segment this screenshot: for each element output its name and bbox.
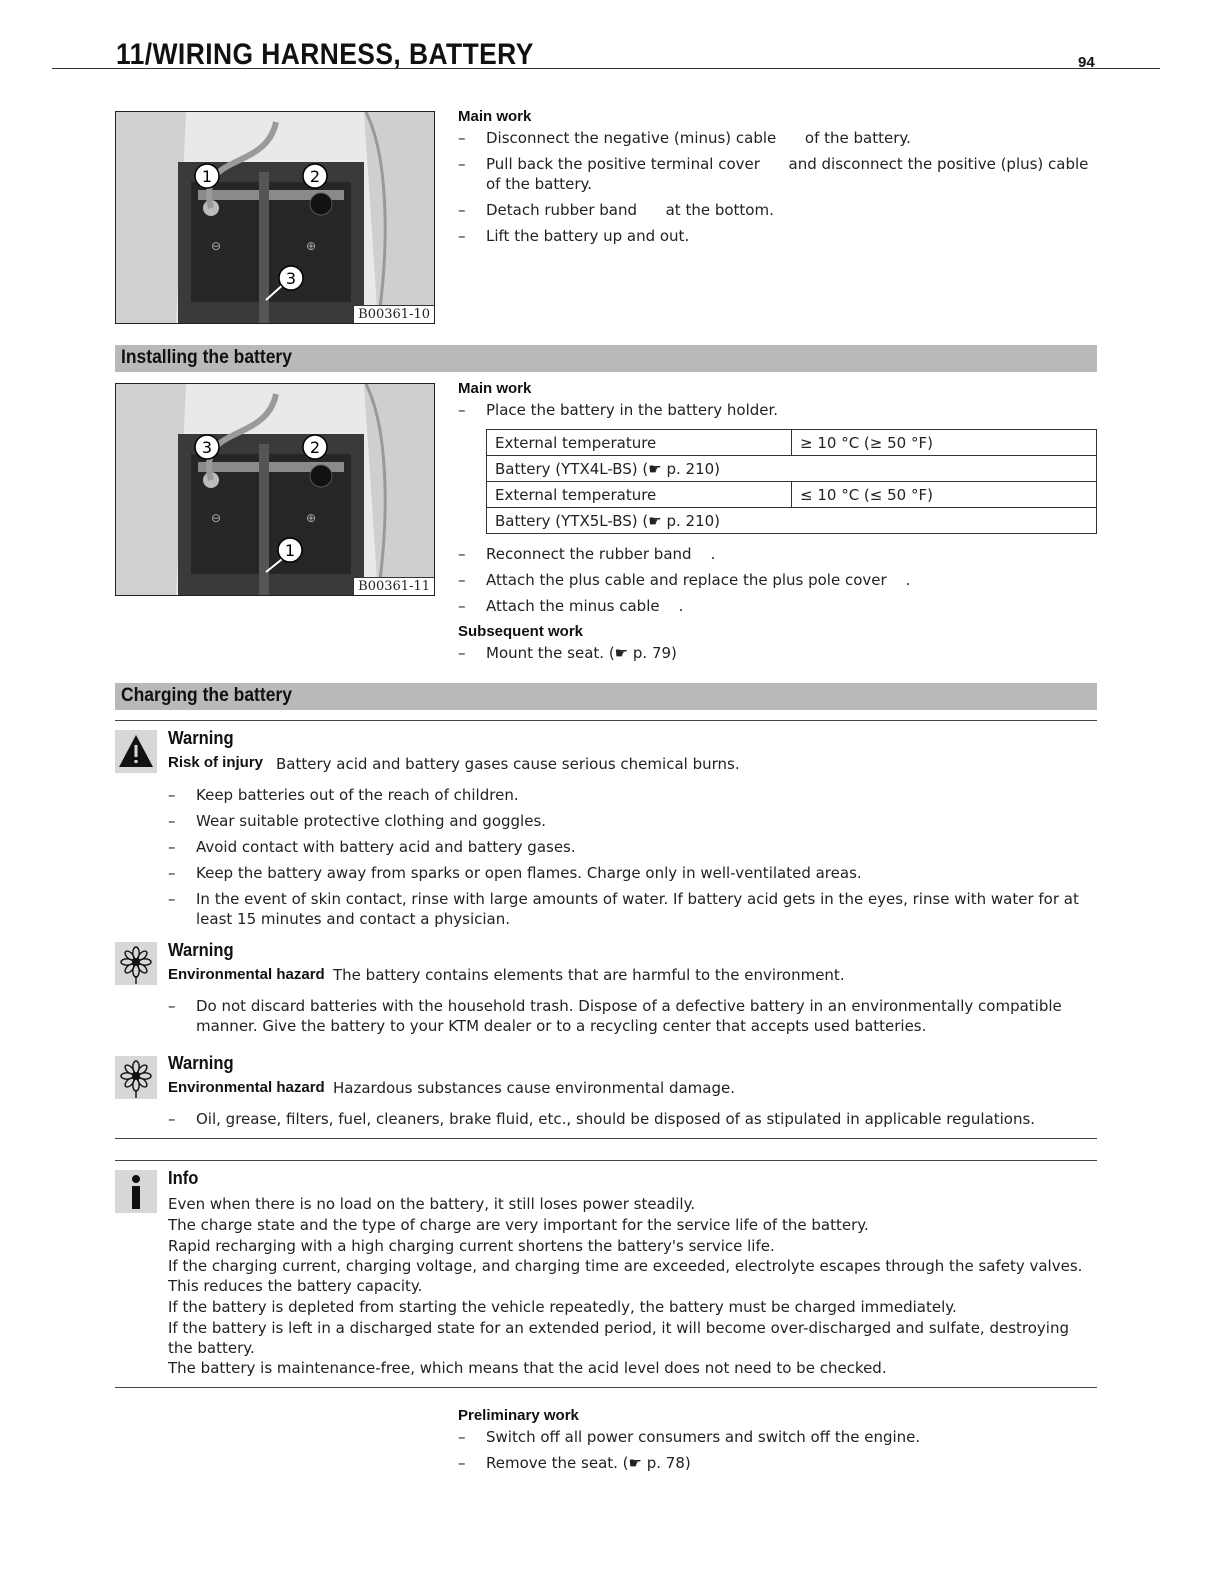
warning-text: The battery contains elements that are harmful to the environment. [333, 966, 845, 984]
list-item: Remove the seat. (☛ p. 78) [486, 1454, 691, 1472]
list-dash: – [168, 786, 176, 804]
environment-flower-icon [115, 1056, 157, 1099]
warning-title: Warning [168, 1053, 234, 1073]
divider [115, 1160, 1097, 1161]
list-dash: – [458, 1454, 466, 1472]
divider [115, 1138, 1097, 1139]
callout-3: 3 [201, 438, 213, 457]
list-dash: – [168, 890, 176, 908]
list-item: Switch off all power consumers and switch off the engine. [486, 1428, 921, 1446]
warning-label: Risk of injury [168, 754, 264, 771]
list-item: Keep the battery away from sparks or open flames. Charge only in well-ventilated areas. [196, 864, 862, 882]
page-number: 94 [1078, 54, 1095, 71]
list-item: In the event of skin contact, rinse with large amounts of water. If battery acid gets in the eyes, rinse with water for at least 15 minutes and contact a physician. [196, 890, 1079, 928]
warning-label: Environmental hazard [168, 1079, 325, 1096]
list-item: Place the battery in the battery holder. [486, 401, 779, 419]
list-dash: – [458, 597, 466, 615]
battery-removal-photo [115, 111, 435, 324]
list-dash: – [168, 812, 176, 830]
main-work-heading: Main work [458, 108, 532, 125]
battery-photo-illustration [116, 384, 434, 595]
table-cell: External temperature [487, 482, 792, 508]
list-item: Do not discard batteries with the household trash. Dispose of a defective battery in an environmentally compatible manner. Give the battery to your KTM dealer or to a recycling center that accepts used batteries. [196, 997, 1062, 1035]
list-item: Wear suitable protective clothing and goggles. [196, 812, 547, 830]
svg-text:⊖: ⊖ [211, 511, 222, 525]
info-line: The charge state and the type of charge are very important for the service life of the battery. [168, 1216, 869, 1234]
list-dash: – [458, 155, 466, 173]
list-dash: – [458, 201, 466, 219]
table-row [487, 508, 1097, 534]
list-dash: – [168, 997, 176, 1015]
battery-install-photo [115, 383, 435, 596]
warning-triangle-icon [115, 730, 157, 773]
subsequent-work-heading: Subsequent work [458, 623, 584, 640]
info-line: If the charging current, charging voltage, and charging time are exceeded, electrolyte escapes through the safety valves. This reduces the battery capacity. [168, 1257, 1083, 1295]
info-line: The battery is maintenance-free, which means that the acid level does not need to be checked. [168, 1359, 887, 1377]
warning-text: Battery acid and battery gases cause serious chemical burns. [276, 755, 740, 773]
info-line: Even when there is no load on the battery, it still loses power steadily. [168, 1195, 696, 1213]
table-row [487, 430, 1097, 456]
page-title: 11/WIRING HARNESS, BATTERY [116, 38, 534, 71]
section-title-installing: Installing the battery [121, 347, 292, 368]
list-item: Disconnect the negative (minus) cable of the battery. [486, 129, 911, 147]
table-row [487, 456, 1097, 482]
list-item: Oil, grease, filters, fuel, cleaners, brake fluid, etc., should be disposed of as stipulated in applicable regulations. [196, 1110, 1036, 1128]
warning-label: Environmental hazard [168, 966, 325, 983]
svg-text:⊕: ⊕ [306, 239, 317, 253]
info-line: If the battery is left in a discharged state for an extended period, it will become over-discharged and sulfate, destroying the battery. [168, 1319, 1069, 1357]
svg-text:⊕: ⊕ [306, 511, 317, 525]
list-item: Attach the minus cable . [486, 597, 684, 615]
divider [115, 1387, 1097, 1388]
table-row [487, 482, 1097, 508]
list-dash: – [168, 838, 176, 856]
info-line: If the battery is depleted from starting the vehicle repeatedly, the battery must be charged immediately. [168, 1298, 957, 1316]
figure-caption: B00361-10 [353, 305, 434, 323]
list-dash: – [458, 129, 466, 147]
list-item: Pull back the positive terminal cover and disconnect the positive (plus) cable of the battery. [486, 155, 1094, 193]
list-dash: – [458, 227, 466, 245]
main-work-heading: Main work [458, 380, 532, 397]
list-dash: – [458, 1428, 466, 1446]
environment-flower-icon [115, 942, 157, 985]
callout-3: 3 [285, 269, 297, 288]
list-item: Detach rubber band at the bottom. [486, 201, 774, 219]
list-dash: – [458, 571, 466, 589]
list-item: Keep batteries out of the reach of children. [196, 786, 519, 804]
table-cell: External temperature [487, 430, 792, 456]
callout-1: 1 [201, 167, 213, 186]
warning-text: Hazardous substances cause environmental damage. [333, 1079, 735, 1097]
warning-title: Warning [168, 728, 234, 748]
info-line: Rapid recharging with a high charging current shortens the battery's service life. [168, 1237, 775, 1255]
list-item: Reconnect the rubber band . [486, 545, 716, 563]
table-cell: Battery (YTX5L-BS) (☛ p. 210) [487, 508, 1097, 534]
list-dash: – [458, 545, 466, 563]
section-title-charging: Charging the battery [121, 685, 292, 706]
list-dash: – [168, 864, 176, 882]
list-item: Mount the seat. (☛ p. 79) [486, 644, 677, 662]
callout-2: 2 [309, 167, 321, 186]
list-dash: – [458, 644, 466, 662]
warning-title: Warning [168, 940, 234, 960]
table-cell: ≤ 10 °C (≤ 50 °F) [792, 482, 1097, 508]
list-item: Avoid contact with battery acid and battery gases. [196, 838, 576, 856]
preliminary-work-heading: Preliminary work [458, 1407, 579, 1424]
callout-2: 2 [309, 438, 321, 457]
info-title: Info [168, 1168, 199, 1188]
table-cell: ≥ 10 °C (≥ 50 °F) [792, 430, 1097, 456]
list-dash: – [458, 401, 466, 419]
list-item: Attach the plus cable and replace the plus pole cover . [486, 571, 911, 589]
table-cell: Battery (YTX4L-BS) (☛ p. 210) [487, 456, 1097, 482]
callout-1: 1 [284, 541, 296, 560]
svg-text:⊖: ⊖ [211, 239, 222, 253]
figure-caption: B00361-11 [353, 577, 434, 595]
header-rule [52, 68, 1160, 69]
list-dash: – [168, 1110, 176, 1128]
list-item: Lift the battery up and out. [486, 227, 690, 245]
battery-photo-illustration [116, 112, 434, 323]
info-icon [115, 1170, 157, 1213]
battery-spec-table [486, 429, 1097, 534]
divider [115, 720, 1097, 721]
